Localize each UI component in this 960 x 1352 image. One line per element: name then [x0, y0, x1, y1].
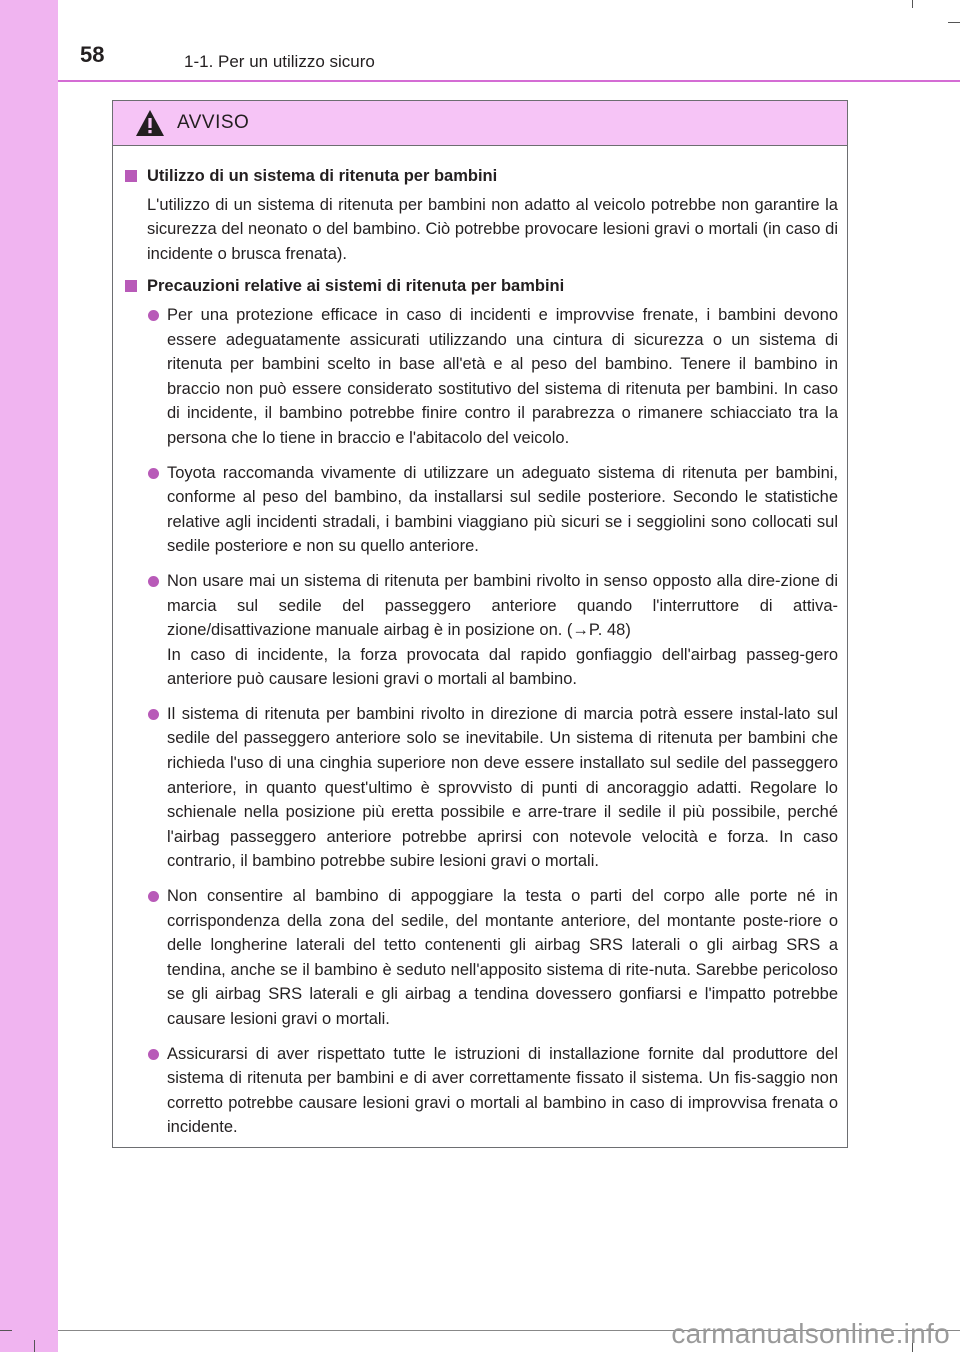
list-item-text: Per una protezione efficace in caso di incidenti e improvvise frenate, i bambini devono essere adeguatamente assicurati utilizzando una cintura di sicurezza o un sistema di ritenuta per bambini scelto in base all'età e al peso del bambino. Tenere il bambino in braccio non può essere considerato sostitutivo del sistema di ritenuta per bambini. In caso di incidente, il bambino potrebbe finire contro il parabrezza o rimanere schiacciato tra la persona che lo tiene in braccio e l'abitacolo del veicolo.	[167, 305, 838, 447]
list-item	[125, 884, 838, 1032]
section-heading	[125, 274, 838, 299]
list-item-text: In caso di incidente, la forza provocata dal rapido gonfiaggio dell'airbag passeg-gero anteriore può causare lesioni gravi o mortali al bambino.	[167, 645, 838, 689]
list-item-text: Assicurarsi di aver rispettato tutte le istruzioni di installazione fornite dal produttore del sistema di ritenuta per bambini e di aver correttamente fissato il sistema. Un fis-saggio non corretto potrebbe causare lesioni gravi o mortali al bambino in caso di improvvisa frenata o incidente.	[167, 1044, 838, 1137]
bullet-list	[125, 303, 838, 1140]
page-header	[58, 0, 960, 82]
section-paragraph: L'utilizzo di un sistema di ritenuta per bambini non adatto al veicolo potrebbe non garantire la sicurezza del neonato o del bambino. Ciò potrebbe provocare lesioni gravi o mortali (in caso di incidente o brusca frenata).	[147, 195, 838, 263]
section-heading	[125, 164, 838, 189]
list-item-text: Non consentire al bambino di appoggiare la testa o parti del corpo alle porte né in corrispondenza della zona del sedile, del montante anteriore, del montante poste-riore o delle longherine laterali del tetto contenenti gli airbag SRS laterali o gli airbag SRS a tendina, anche se il bambino è seduto nell'apposito sistema di rite-nuta. Sarebbe pericoloso se gli airbag SRS laterali e gli airbag a tendina dovessero gonfiarsi e l'impatto potrebbe causare lesioni gravi o mortali.	[167, 887, 838, 1028]
warning-header	[113, 101, 847, 146]
list-item	[125, 702, 838, 874]
list-item	[125, 569, 838, 692]
warning-triangle-icon	[135, 109, 165, 137]
crop-mark	[0, 1330, 12, 1331]
warning-box	[112, 100, 848, 1148]
round-bullet-icon	[148, 310, 159, 321]
round-bullet-icon	[148, 468, 159, 479]
square-bullet-icon	[125, 280, 137, 292]
square-bullet-icon	[125, 170, 137, 182]
list-item	[125, 461, 838, 559]
crop-mark	[34, 1340, 35, 1352]
list-item-text: Toyota raccomanda vivamente di utilizzare un adeguato sistema di ritenuta per bambini, conforme al peso del bambino, da installarsi sul sedile posteriore. Secondo le statistiche relative agli incidenti stradali, i bambini viaggiano più sicuri se i seggiolini sono collocati sul sedile posteriore e non su quello anteriore.	[167, 463, 838, 556]
section-heading-text: Utilizzo di un sistema di ritenuta per bambini	[147, 167, 498, 185]
header-rule	[58, 80, 960, 82]
round-bullet-icon	[148, 576, 159, 587]
section-heading-text: Precauzioni relative ai sistemi di ritenuta per bambini	[147, 277, 565, 296]
side-color-band	[0, 0, 58, 1352]
round-bullet-icon	[148, 1049, 159, 1060]
warning-body	[113, 146, 847, 1140]
warning-title: AVVISO	[177, 112, 250, 133]
list-item	[125, 1042, 838, 1140]
list-item	[125, 303, 838, 451]
section-title: 1-1. Per un utilizzo sicuro	[184, 52, 375, 71]
watermark: carmanualsonline.info	[671, 1318, 950, 1349]
round-bullet-icon	[148, 709, 159, 720]
list-item-text: Non usare mai un sistema di ritenuta per bambini rivolto in senso opposto alla dire-zione di marcia sul sedile del passeggero anteriore quando l'interruttore di attiva-zione/disattivazione manuale airbag è in posizione on. (→P. 48)	[167, 571, 838, 640]
round-bullet-icon	[148, 891, 159, 902]
page-number: 58	[80, 42, 105, 67]
list-item-text: Il sistema di ritenuta per bambini rivolto in direzione di marcia potrà essere instal-lato sul sedile del passeggero anteriore solo se inevitabile. Un sistema di ritenuta per bambini che richieda l'uso di una cinghia superiore non deve essere installato sul sedile del passeggero anteriore, in quanto quest'ultimo è sprovvisto di punti di ancoraggio adatti. Regolare lo schienale nella posizione più eretta possibile e arre-trare il sedile il più possibile, perché l'airbag passeggero anteriore potrebbe aprirsi con notevole velocità e forza. In caso contrario, il bambino potrebbe subire lesioni gravi o mortali.	[167, 704, 838, 871]
